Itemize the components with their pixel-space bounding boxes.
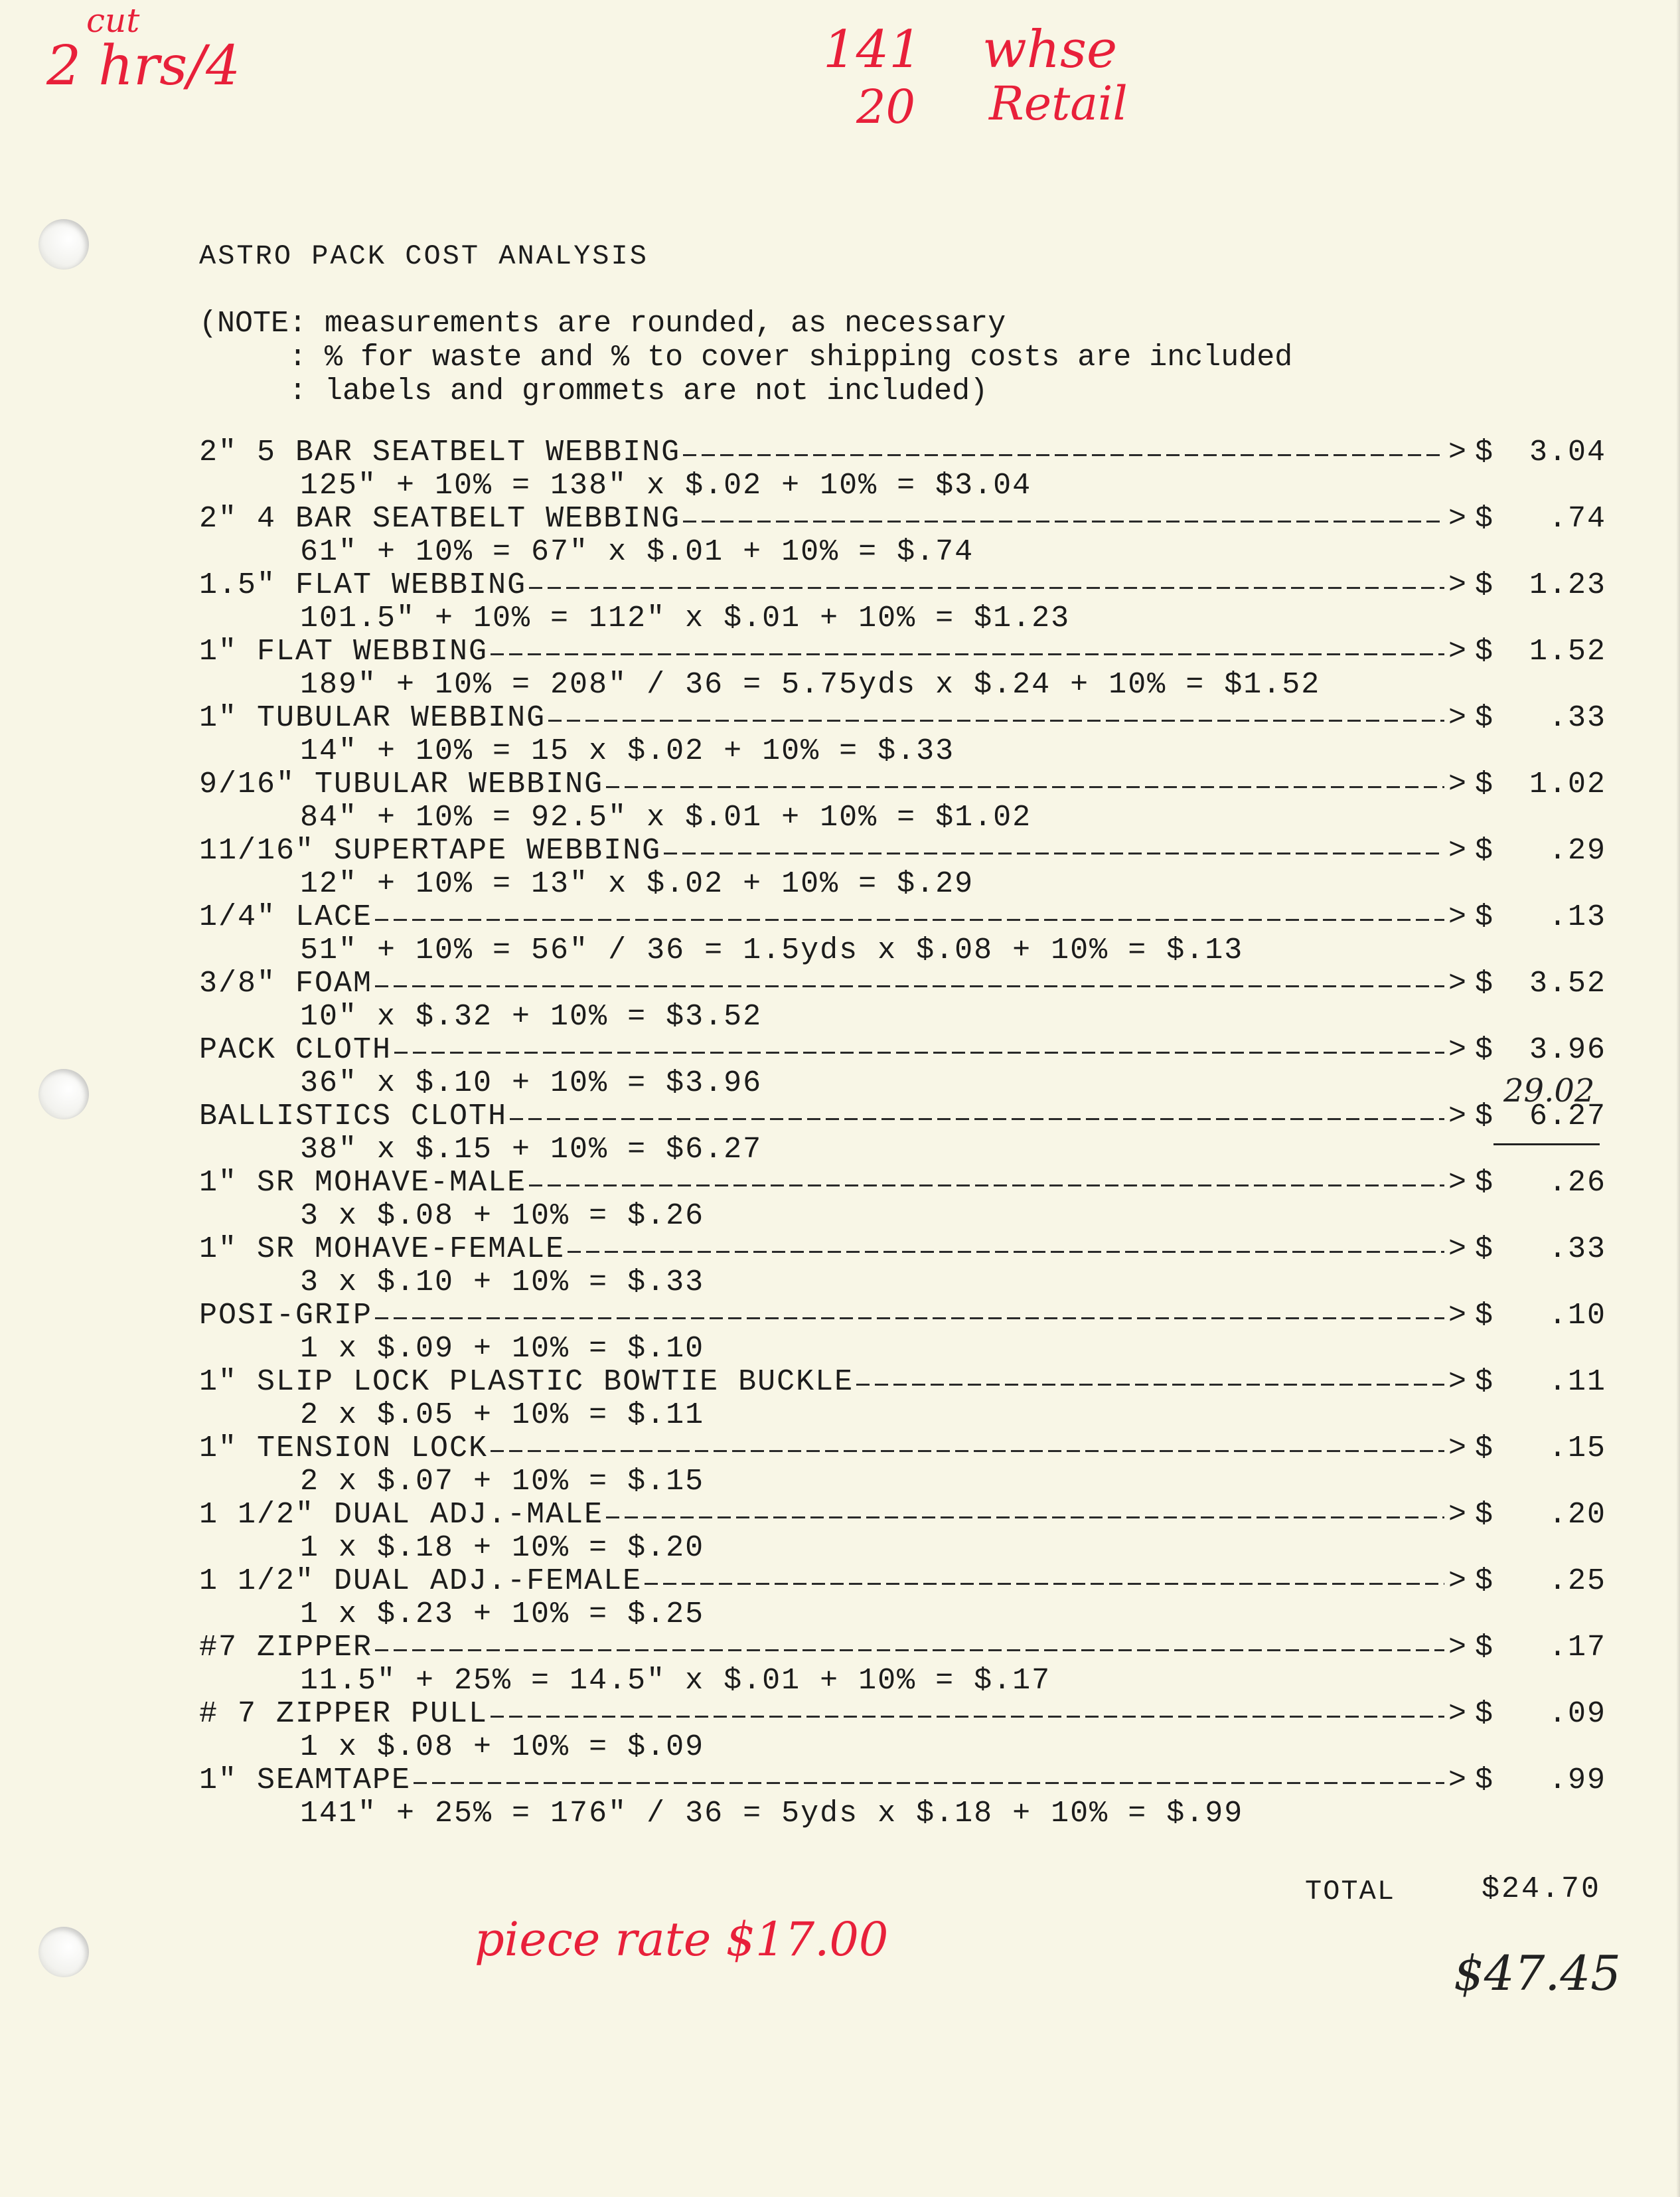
note-line: : % for waste and % to cover shipping costs are included xyxy=(199,341,1293,374)
cost-item xyxy=(199,1698,1606,1764)
cost-item-calculation: 12" + 10% = 13" x $.02 + 10% = $.29 xyxy=(300,867,974,901)
cost-item-name: 2" 5 BAR SEATBELT WEBBING xyxy=(199,436,681,469)
cost-item-header xyxy=(199,835,1606,868)
cost-item-amount: .74 xyxy=(1548,502,1606,536)
cost-item xyxy=(199,1100,1606,1167)
cost-item-header xyxy=(199,1299,1606,1333)
leader-dashes xyxy=(491,1450,1444,1452)
warehouse-label-annotation: whse xyxy=(982,20,1118,80)
cost-item-name: 1" FLAT WEBBING xyxy=(199,635,489,669)
cost-item-calculation: 101.5" + 10% = 112" x $.01 + 10% = $1.23 xyxy=(300,602,1071,635)
cost-item xyxy=(199,503,1606,569)
cost-item-calculation: 36" x $.10 + 10% = $3.96 xyxy=(300,1066,763,1100)
cost-item-amount: .11 xyxy=(1548,1365,1606,1399)
cost-item-header xyxy=(199,1034,1606,1067)
punch-hole-top xyxy=(38,219,89,270)
arrow-icon: > xyxy=(1448,900,1467,934)
cost-item-header xyxy=(199,901,1606,934)
note-block xyxy=(199,307,1292,408)
note-line: (NOTE: measurements are rounded, as necessary xyxy=(199,307,1006,341)
dollar-sign: $ xyxy=(1475,502,1493,536)
cost-item-amount: .09 xyxy=(1548,1697,1606,1731)
cost-item-header xyxy=(199,1631,1606,1665)
dollar-sign: $ xyxy=(1475,635,1493,669)
cost-item-calculation: 3 x $.08 + 10% = $.26 xyxy=(300,1199,705,1233)
cost-item xyxy=(199,967,1606,1034)
arrow-icon: > xyxy=(1448,1099,1467,1133)
cost-item-amount: 1.52 xyxy=(1529,635,1606,669)
cost-item-calculation: 189" + 10% = 208" / 36 = 5.75yds x $.24 + 10% = $1.52 xyxy=(300,668,1321,702)
cost-item xyxy=(199,702,1606,768)
cost-item-header xyxy=(199,1100,1606,1133)
leader-dashes xyxy=(664,853,1444,854)
leader-dashes xyxy=(683,521,1444,523)
cost-item-amount: 3.96 xyxy=(1529,1033,1606,1067)
arrow-icon: > xyxy=(1448,701,1467,735)
cost-item xyxy=(199,768,1606,835)
cost-item-header xyxy=(199,1167,1606,1200)
cost-item-calculation: 38" x $.15 + 10% = $6.27 xyxy=(300,1133,763,1167)
leader-dashes xyxy=(375,1317,1444,1319)
cost-item-calculation: 1 x $.18 + 10% = $.20 xyxy=(300,1531,705,1565)
grand-total-annotation: $47.45 xyxy=(1454,1945,1621,2001)
leader-dashes xyxy=(394,1052,1444,1054)
cost-item xyxy=(199,1432,1606,1499)
cost-item-calculation: 51" + 10% = 56" / 36 = 1.5yds x $.08 + 10% = $.13 xyxy=(300,934,1244,967)
punch-hole-middle xyxy=(38,1069,89,1119)
cut-hours-annotation: 2 hrs/4 xyxy=(46,35,241,98)
cost-item-name: 2" 4 BAR SEATBELT WEBBING xyxy=(199,502,681,536)
cost-item-name: 3/8" FOAM xyxy=(199,967,373,1001)
dollar-sign: $ xyxy=(1475,1166,1493,1200)
arrow-icon: > xyxy=(1448,1631,1467,1665)
cost-item-name: PACK CLOTH xyxy=(199,1033,392,1067)
cost-item xyxy=(199,1565,1606,1631)
cost-item-amount: .29 xyxy=(1548,834,1606,868)
cost-item-name: 1.5" FLAT WEBBING xyxy=(199,568,527,602)
cost-item-calculation: 11.5" + 25% = 14.5" x $.01 + 10% = $.17 xyxy=(300,1664,1051,1698)
arrow-icon: > xyxy=(1448,768,1467,801)
cost-item-header xyxy=(199,1366,1606,1399)
retail-qty-annotation: 20 xyxy=(856,80,916,134)
leader-dashes xyxy=(606,1516,1444,1518)
cost-item-amount: .15 xyxy=(1548,1431,1606,1465)
cost-item xyxy=(199,1499,1606,1565)
leader-dashes xyxy=(491,653,1444,655)
arrow-icon: > xyxy=(1448,436,1467,469)
dollar-sign: $ xyxy=(1475,1365,1493,1399)
cost-item-header xyxy=(199,1698,1606,1731)
cost-item-calculation: 141" + 25% = 176" / 36 = 5yds x $.18 + 10% = $.99 xyxy=(300,1797,1244,1831)
cost-item-header xyxy=(199,635,1606,669)
cost-item-name: 1 1/2" DUAL ADJ.-MALE xyxy=(199,1498,604,1532)
cost-item-calculation: 14" + 10% = 15 x $.02 + 10% = $.33 xyxy=(300,734,955,768)
cost-item-list xyxy=(199,436,1606,1831)
cost-item xyxy=(199,1366,1606,1432)
total-label: TOTAL xyxy=(1305,1876,1396,1908)
cost-item-calculation: 2 x $.07 + 10% = $.15 xyxy=(300,1465,705,1499)
cost-item-amount: 1.02 xyxy=(1529,768,1606,801)
cost-item xyxy=(199,1167,1606,1233)
cost-item xyxy=(199,436,1606,503)
dollar-sign: $ xyxy=(1475,1564,1493,1598)
cost-item-header xyxy=(199,1499,1606,1532)
arrow-icon: > xyxy=(1448,502,1467,536)
cost-item-amount: .26 xyxy=(1548,1166,1606,1200)
cost-item-header xyxy=(199,967,1606,1001)
cost-item-amount: .10 xyxy=(1548,1299,1606,1333)
scan-edge-shadow xyxy=(1676,0,1680,2197)
cost-item-name: 1" SEAMTAPE xyxy=(199,1763,412,1797)
dollar-sign: $ xyxy=(1475,1697,1493,1731)
dollar-sign: $ xyxy=(1475,568,1493,602)
arrow-icon: > xyxy=(1448,967,1467,1001)
total-value: $24.70 xyxy=(1482,1872,1602,1906)
arrow-icon: > xyxy=(1448,834,1467,868)
leader-dashes xyxy=(645,1583,1444,1585)
leader-dashes xyxy=(606,786,1444,788)
cost-item-calculation: 2 x $.05 + 10% = $.11 xyxy=(300,1398,705,1432)
cost-item-header xyxy=(199,768,1606,801)
leader-dashes xyxy=(375,1649,1444,1651)
cost-item-amount: 3.04 xyxy=(1529,436,1606,469)
arrow-icon: > xyxy=(1448,635,1467,669)
cost-item-amount: 3.52 xyxy=(1529,967,1606,1001)
cost-item-header xyxy=(199,702,1606,735)
cost-item-amount: 1.23 xyxy=(1529,568,1606,602)
leader-dashes xyxy=(491,1716,1444,1718)
cost-item-name: POSI-GRIP xyxy=(199,1299,373,1333)
leader-dashes xyxy=(529,587,1444,589)
dollar-sign: $ xyxy=(1475,900,1493,934)
arrow-icon: > xyxy=(1448,1431,1467,1465)
dollar-sign: $ xyxy=(1475,768,1493,801)
dollar-sign: $ xyxy=(1475,1232,1493,1266)
arrow-icon: > xyxy=(1448,1166,1467,1200)
cost-item-calculation: 125" + 10% = 138" x $.02 + 10% = $3.04 xyxy=(300,469,1032,503)
cost-item-name: 11/16" SUPERTAPE WEBBING xyxy=(199,834,662,868)
cost-item xyxy=(199,1631,1606,1698)
cost-item-header xyxy=(199,503,1606,536)
arrow-icon: > xyxy=(1448,1033,1467,1067)
cost-item xyxy=(199,901,1606,967)
dollar-sign: $ xyxy=(1475,1631,1493,1665)
cost-item-header xyxy=(199,1432,1606,1465)
arrow-icon: > xyxy=(1448,1564,1467,1598)
cost-item-header xyxy=(199,569,1606,602)
dollar-sign: $ xyxy=(1475,1431,1493,1465)
cut-annotation-label: cut xyxy=(86,1,140,40)
arrow-icon: > xyxy=(1448,1299,1467,1333)
leader-dashes xyxy=(683,454,1444,456)
cost-item-name: 1" TENSION LOCK xyxy=(199,1431,489,1465)
cost-item-calculation: 1 x $.08 + 10% = $.09 xyxy=(300,1730,705,1764)
warehouse-qty-annotation: 141 xyxy=(823,20,922,80)
leader-dashes xyxy=(548,720,1444,722)
punch-hole-bottom xyxy=(38,1927,89,1977)
cost-item-header xyxy=(199,1233,1606,1266)
leader-dashes xyxy=(510,1118,1444,1120)
cost-item xyxy=(199,1034,1606,1100)
cost-item-amount: .17 xyxy=(1548,1631,1606,1665)
cost-item xyxy=(199,1299,1606,1366)
cost-item-calculation: 3 x $.10 + 10% = $.33 xyxy=(300,1265,705,1299)
dollar-sign: $ xyxy=(1475,1763,1493,1797)
cost-item-header xyxy=(199,1764,1606,1797)
cost-item-amount: .99 xyxy=(1548,1763,1606,1797)
arrow-icon: > xyxy=(1448,1498,1467,1532)
arrow-icon: > xyxy=(1448,568,1467,602)
retail-label-annotation: Retail xyxy=(989,76,1128,131)
cost-item-calculation: 1 x $.09 + 10% = $.10 xyxy=(300,1332,705,1366)
cost-item-name: 1/4" LACE xyxy=(199,900,373,934)
dollar-sign: $ xyxy=(1475,967,1493,1001)
leader-dashes xyxy=(568,1251,1444,1253)
leader-dashes xyxy=(375,985,1444,987)
cost-item xyxy=(199,1764,1606,1831)
cost-item-calculation: 10" x $.32 + 10% = $3.52 xyxy=(300,1000,763,1034)
cost-item-calculation: 61" + 10% = 67" x $.01 + 10% = $.74 xyxy=(300,535,974,569)
cost-item xyxy=(199,835,1606,901)
cost-item xyxy=(199,1233,1606,1299)
cost-item-name: 1" TUBULAR WEBBING xyxy=(199,701,546,735)
dollar-sign: $ xyxy=(1475,1099,1493,1133)
dollar-sign: $ xyxy=(1475,1498,1493,1532)
cost-item-name: 1 1/2" DUAL ADJ.-FEMALE xyxy=(199,1564,643,1598)
cost-item-name: 1" SR MOHAVE-MALE xyxy=(199,1166,527,1200)
arrow-icon: > xyxy=(1448,1232,1467,1266)
cost-item-name: # 7 ZIPPER PULL xyxy=(199,1697,489,1731)
leader-dashes xyxy=(375,919,1444,921)
arrow-icon: > xyxy=(1448,1365,1467,1399)
dollar-sign: $ xyxy=(1475,436,1493,469)
cost-item-name: BALLISTICS CLOTH xyxy=(199,1099,508,1133)
arrow-icon: > xyxy=(1448,1763,1467,1797)
cost-item-calculation: 1 x $.23 + 10% = $.25 xyxy=(300,1597,705,1631)
subtotal-annotation: 29.02 xyxy=(1503,1072,1595,1109)
cost-item-header xyxy=(199,1565,1606,1598)
cost-item-name: #7 ZIPPER xyxy=(199,1631,373,1665)
leader-dashes xyxy=(414,1782,1444,1784)
leader-dashes xyxy=(529,1184,1444,1186)
cost-item xyxy=(199,569,1606,635)
cost-item-amount: .25 xyxy=(1548,1564,1606,1598)
note-line: : labels and grommets are not included) xyxy=(199,374,988,408)
cost-item-amount: .20 xyxy=(1548,1498,1606,1532)
leader-dashes xyxy=(856,1384,1444,1386)
document-title: ASTRO PACK COST ANALYSIS xyxy=(199,240,649,272)
cost-item-amount: .33 xyxy=(1548,701,1606,735)
cost-item-name: 9/16" TUBULAR WEBBING xyxy=(199,768,604,801)
dollar-sign: $ xyxy=(1475,701,1493,735)
cost-item-name: 1" SR MOHAVE-FEMALE xyxy=(199,1232,566,1266)
cost-item-amount: .13 xyxy=(1548,900,1606,934)
dollar-sign: $ xyxy=(1475,1033,1493,1067)
cost-item-header xyxy=(199,436,1606,469)
arrow-icon: > xyxy=(1448,1697,1467,1731)
piece-rate-annotation: piece rate $17.00 xyxy=(475,1912,889,1967)
cost-item-amount: 6.27 xyxy=(1529,1099,1606,1133)
cost-item-amount: .33 xyxy=(1548,1232,1606,1266)
dollar-sign: $ xyxy=(1475,1299,1493,1333)
cost-item-calculation: 84" + 10% = 92.5" x $.01 + 10% = $1.02 xyxy=(300,801,1032,835)
cost-item xyxy=(199,635,1606,702)
dollar-sign: $ xyxy=(1475,834,1493,868)
cost-item-name: 1" SLIP LOCK PLASTIC BOWTIE BUCKLE xyxy=(199,1365,854,1399)
